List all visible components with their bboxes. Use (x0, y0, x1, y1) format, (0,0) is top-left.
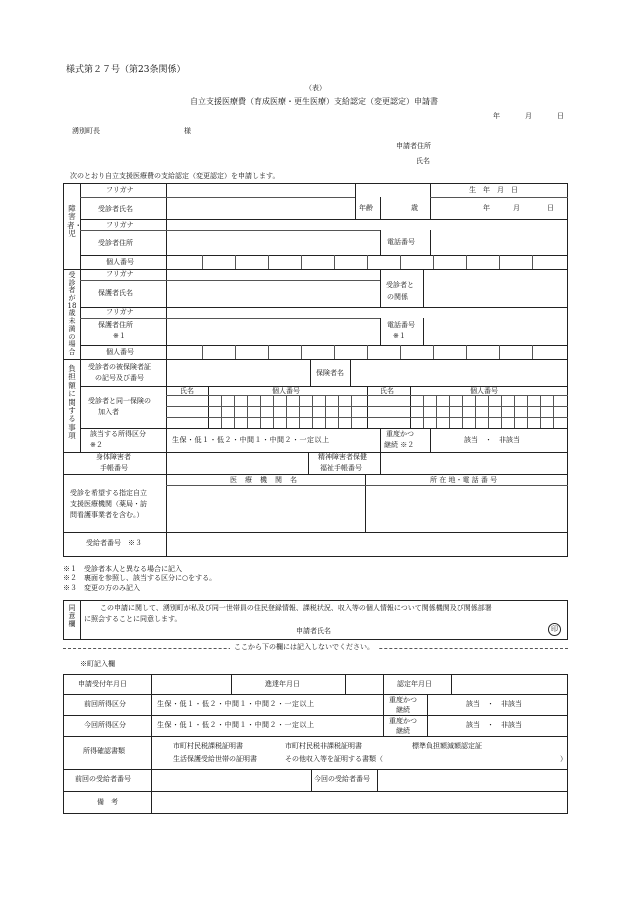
income-category-options[interactable]: 生保・低１・低２・中間１・中間２・一定以上 (172, 436, 330, 444)
note-1: ※１ 受診者本人と異なる場合に記入 (63, 565, 182, 573)
guardian-name-field[interactable] (168, 282, 378, 306)
severe-continuous-label-2: 継続 ※２ (384, 441, 415, 449)
mental-handbook-field[interactable] (382, 454, 566, 473)
same-ins-mynumber-header-right: 個人番号 (470, 387, 498, 395)
guardian-relation-label-2: の関係 (387, 293, 408, 301)
forwarded-date-label: 進達年月日 (265, 680, 300, 688)
remarks-label: 備 考 (97, 798, 118, 806)
curr-recipient-label: 今回の受給者番号 (314, 775, 370, 783)
patient-mynumber-label: 個人番号 (106, 258, 134, 266)
insurance-card-label-2: の記号及び番号 (95, 374, 144, 382)
prev-income-options[interactable]: 生保・低１・低２・中間１・中間２・一定以上 (157, 700, 315, 708)
guardian-relation-field[interactable] (425, 271, 566, 306)
physical-handbook-label-1: 身体障害者 (96, 453, 131, 461)
physical-handbook-label-2: 手帳番号 (100, 464, 128, 472)
addressee-honorific: 様 (184, 127, 191, 135)
section-burden-label: 負担額に関する事項 (68, 364, 76, 441)
doc-tax-certificate[interactable]: 市町村民税課税証明書 (173, 742, 243, 750)
guardian-address-field[interactable] (168, 320, 378, 344)
doc-nontax-certificate[interactable]: 市町村民税非課税証明書 (285, 742, 362, 750)
guardian-mynumber-label: 個人番号 (106, 348, 134, 356)
patient-birth-day: 日 (547, 204, 554, 212)
severe-continuous-options[interactable]: 該当 ・ 非該当 (464, 436, 520, 444)
facility-name-field[interactable] (168, 487, 363, 531)
form-title: 自立支援医療費（育成医療・更生医療）支給認定（変更認定）申請書 (190, 97, 438, 106)
income-category-label-1: 該当する所得区分 (90, 430, 146, 438)
patient-name-field[interactable] (168, 198, 354, 218)
date-day: 日 (557, 112, 564, 120)
patient-age-label: 年齢 (359, 204, 373, 212)
patient-birth-month: 月 (513, 204, 520, 212)
doc-other-income[interactable]: その他収入等を証明する書類（ (285, 755, 383, 763)
received-date-field[interactable] (153, 676, 229, 693)
curr-severe-label-2: 継続 (396, 727, 410, 735)
facility-name-header: 医 療 機 関 名 (230, 476, 298, 484)
facility-address-field[interactable] (367, 487, 566, 531)
curr-recipient-field[interactable] (379, 771, 566, 790)
consent-text-2: に照会することに同意します。 (84, 615, 182, 623)
patient-phone-field[interactable] (432, 232, 566, 254)
guardian-relation-label-1: 受診者と (386, 281, 414, 289)
consent-text-1: この申請に関して、湧別町が私及び同一世帯員の住民登録情報、課税状況、収入等の個人情報について関係機関及び関係部署 (100, 604, 492, 612)
patient-furigana-label: フリガナ (106, 186, 134, 194)
guardian-address-furigana: フリガナ (106, 308, 134, 316)
mental-handbook-label-1: 精神障害者保健 (318, 453, 367, 461)
insurer-name-label: 保険者名 (316, 369, 344, 377)
prev-recipient-label: 前回の受給者番号 (75, 775, 131, 783)
office-heading: ※町記入欄 (80, 660, 115, 668)
docs-label: 所得確認書類 (83, 747, 125, 755)
section-guardian-label: 受診者が18歳未満の場合 (67, 271, 77, 356)
form-number: 様式第２７号（第23条関係） (66, 65, 186, 75)
curr-income-label: 今回所得区分 (84, 721, 126, 729)
physical-handbook-field[interactable] (168, 454, 306, 473)
facility-label-1: 受診を希望する指定自立 (70, 489, 147, 497)
patient-age-field[interactable] (382, 198, 428, 218)
page-side-label: （表） (305, 84, 326, 92)
prev-recipient-field[interactable] (153, 771, 309, 790)
approved-date-field[interactable] (453, 676, 566, 693)
seal-icon: 印 (548, 623, 561, 636)
insurer-name-field[interactable] (352, 361, 566, 385)
guardian-phone-field[interactable] (425, 320, 566, 344)
patient-name-label: 受診者氏名 (98, 205, 133, 213)
guardian-phone-label-2: ※１ (393, 332, 406, 340)
patient-age-unit: 歳 (411, 204, 418, 212)
consent-label: 同意欄 (68, 604, 76, 628)
curr-severe-options[interactable]: 該当 ・ 非該当 (466, 721, 522, 729)
patient-birth-year: 年 (483, 204, 490, 212)
income-category-label-2: ※２ (90, 441, 103, 449)
date-year: 年 (493, 112, 500, 120)
curr-income-options[interactable]: 生保・低１・低２・中間１・中間２・一定以上 (157, 721, 315, 729)
same-ins-name-header-left: 氏名 (180, 387, 194, 395)
patient-birth-label: 生 年 月 日 (469, 186, 518, 194)
patient-phone-label: 電話番号 (387, 238, 415, 246)
severe-continuous-label-1: 重度かつ (386, 430, 414, 438)
date-month: 月 (525, 112, 532, 120)
facility-label-2: 支援医療機関（薬局・訪 (70, 500, 147, 508)
prev-severe-label-2: 継続 (396, 706, 410, 714)
patient-address-furigana: フリガナ (106, 221, 134, 229)
guardian-furigana-label: フリガナ (106, 270, 134, 278)
prev-severe-options[interactable]: 該当 ・ 非該当 (466, 700, 522, 708)
note-3: ※３ 変更の方のみ記入 (63, 584, 140, 592)
applicant-name-label: 氏名 (416, 157, 430, 165)
patient-address-field[interactable] (168, 232, 378, 254)
patient-address-label: 受診者住所 (98, 239, 133, 247)
approved-date-label: 認定年月日 (397, 680, 432, 688)
guardian-address-label-1: 保護者住所 (98, 321, 133, 329)
applicant-address-label: 申請者住所 (396, 142, 431, 150)
divider-text: ここから下の欄には記入しないでください。 (230, 644, 378, 651)
doc-reduction-certificate[interactable]: 標準負担額減額認定証 (412, 742, 482, 750)
intro-text: 次のとおり自立支援医療費の支給認定（変更認定）を申請します。 (70, 172, 280, 180)
doc-other-close: ） (560, 755, 567, 763)
insurance-card-label-1: 受診者の被保険者証 (88, 363, 151, 371)
same-ins-label-1: 受診者と同一保険の (88, 397, 151, 405)
forwarded-date-field[interactable] (347, 676, 381, 693)
same-ins-label-2: 加入者 (98, 408, 119, 416)
facility-address-header: 所 在 地・電 話 番 号 (430, 476, 498, 484)
received-date-label: 申請受付年月日 (78, 680, 127, 688)
note-2: ※２ 裏面を参照し、該当する区分に○をする。 (63, 574, 217, 582)
insurance-card-field[interactable] (168, 361, 308, 385)
addressee: 湧別町長 (72, 127, 100, 135)
remarks-field[interactable] (153, 793, 566, 812)
guardian-phone-label-1: 電話番号 (387, 321, 415, 329)
same-ins-mynumber-header-left: 個人番号 (272, 387, 300, 395)
mental-handbook-label-2: 福祉手帳番号 (320, 464, 362, 472)
prev-severe-label-1: 重度かつ (389, 696, 417, 704)
section-patient-label: 障害者・児 (67, 204, 82, 239)
recipient-number-label: 受給者番号 ※３ (86, 539, 142, 547)
doc-welfare-certificate[interactable]: 生活保護受給世帯の証明書 (173, 755, 257, 763)
curr-severe-label-1: 重度かつ (389, 717, 417, 725)
recipient-number-field[interactable] (168, 534, 566, 555)
guardian-address-label-2: ※１ (113, 332, 126, 340)
prev-income-label: 前回所得区分 (84, 700, 126, 708)
guardian-name-label: 保護者氏名 (98, 289, 133, 297)
consent-signer-label: 申請者氏名 (296, 627, 331, 635)
facility-label-3: 問看護事業者を含む。） (70, 511, 144, 519)
same-ins-name-header-right: 氏名 (380, 387, 394, 395)
